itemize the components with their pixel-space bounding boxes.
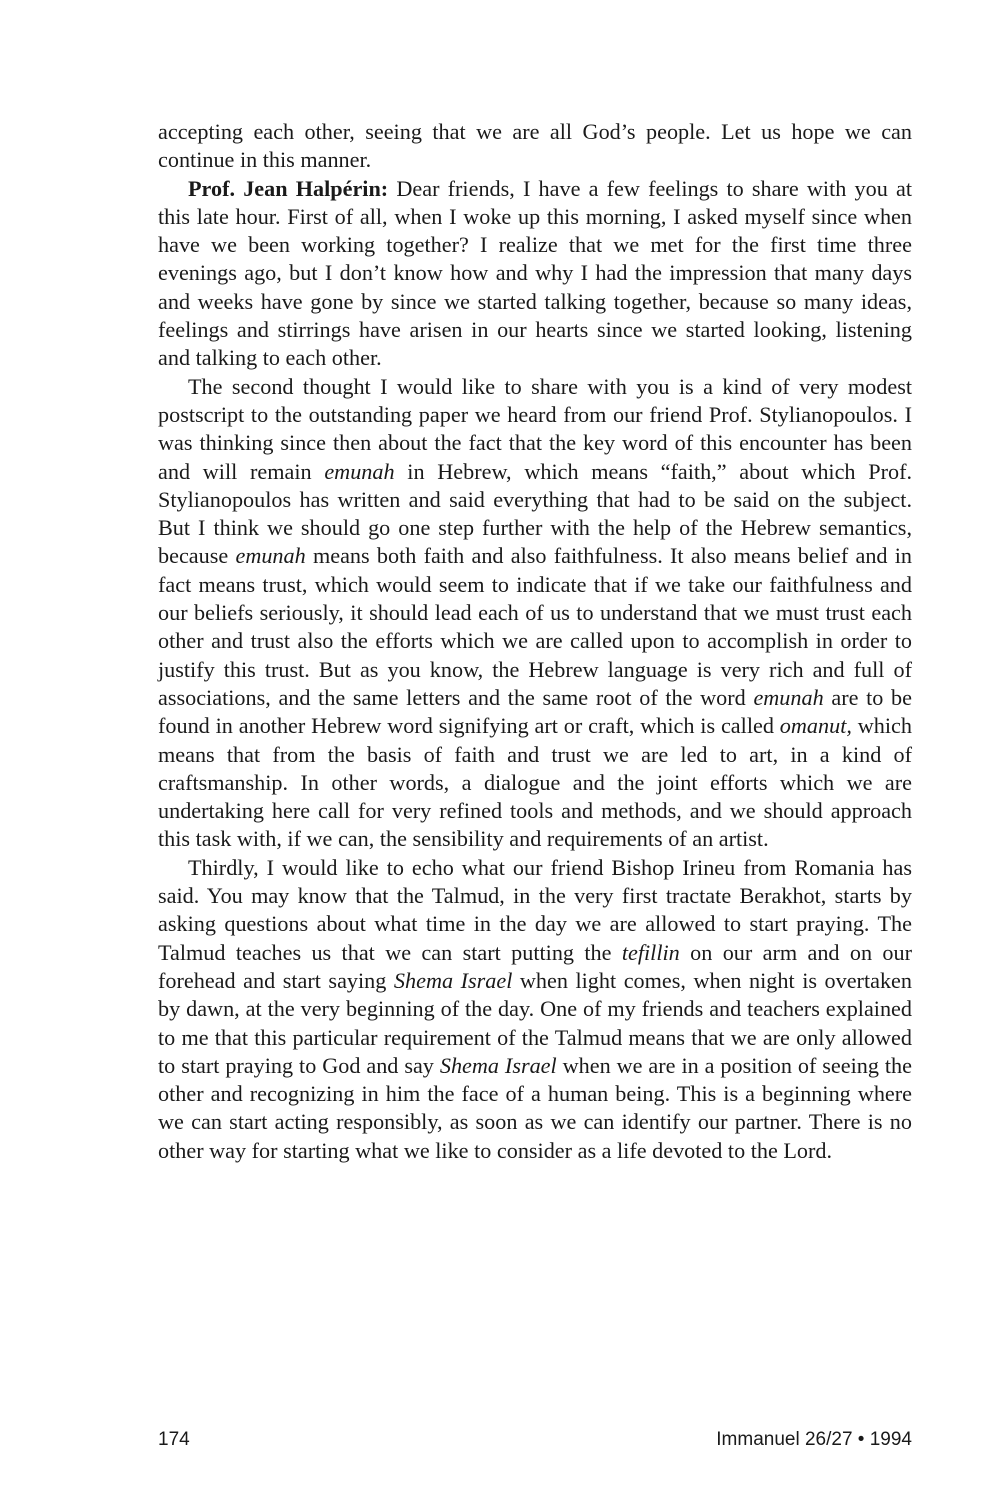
paragraph — [158, 373, 912, 854]
italic-term: emunah — [235, 543, 306, 569]
paragraph — [158, 854, 912, 1165]
text-run: means both faith and also faithfulness. It also means belief and in fact means trust, which would seem to indicate that if we take our faithfulness and our beliefs seriously, it should lead each of us to understand that we must trust each other and trust also the efforts which we are called upon to accomplish in order to justify this trust. But as you know, the Hebrew language is very rich and full of associations, and the same letters and the same root of the word — [158, 543, 913, 710]
text-run: which means that from the basis of faith and trust we are led to art, in a kind of craftsmanship. In other words, a dialogue and the joint efforts which we are undertaking here call for very refined tools and methods, and we should approach this task with, if we can, the sensibility and requirements of an artist. — [158, 713, 912, 852]
italic-term: tefillin — [621, 939, 680, 965]
text-run: are to be found in another Hebrew word signifying art or craft, which is called — [158, 684, 912, 739]
text-run: Dear friends, I have a few feelings to share with you at this late hour. First of all, when I woke up this morning, I asked myself since when have we been working together? I realize that we met for the first time three evenings ago, but I don’t know how and why I had the impression that many days and weeks have gone by since we started talking together, because so many ideas, feelings and stirrings have arisen in our hearts since we started looking, listening and talking to each other. — [158, 175, 912, 371]
body-text — [158, 118, 912, 1165]
text-run: when we are in a position of seeing the other and recognizing in him the face of a human being. This is a beginning where we can start acting responsibly, as soon as we can identify our partner. There is no other way for starting what we like to consider as a life devoted to the Lord. — [158, 1052, 912, 1163]
speaker-name: Prof. Jean Halpérin: — [188, 175, 389, 201]
text-run: Thirdly, I would like to echo what our friend Bishop Irineu from Romania has said. You may know that the Talmud, in the very first tractate Berakhot, starts by asking questions about what time in the day we are allowed to start praying. The Talmud teaches us that we can start putting the — [158, 854, 912, 965]
italic-term: omanut, — [779, 713, 852, 739]
paragraph — [158, 175, 912, 373]
italic-term: emunah — [324, 458, 395, 484]
text-run: The second thought I would like to share with you is a kind of very modest postscript to the outstanding paper we heard from our friend Prof. Stylianopoulos. I was thinking since then about the fact that the key word of this encounter has been and will remain — [158, 373, 912, 484]
italic-term: emunah — [753, 684, 824, 710]
italic-term: Shema Israel — [439, 1052, 557, 1078]
paragraph — [158, 118, 912, 175]
running-footer: Immanuel 26/27 • 1994 — [716, 1429, 912, 1450]
italic-term: Shema Israel — [393, 967, 513, 993]
text-run: in Hebrew, which means “faith,” about which Prof. Stylianopoulos has written and said everything that had to be said on the subject. But I think we should go one step further with the help of the Hebrew semantics, because — [158, 458, 913, 569]
text-run: on our arm and on our forehead and start saying — [158, 939, 913, 993]
page-number: 174 — [158, 1429, 190, 1450]
text-run: accepting each other, seeing that we are all God’s people. Let us hope we can continue in this manner. — [158, 119, 912, 173]
text-run: when light comes, when night is overtaken by dawn, at the very beginning of the day. One of my friends and teachers explained to me that this particular requirement of the Talmud means that we are only allowed to start praying to God and say — [158, 967, 912, 1078]
